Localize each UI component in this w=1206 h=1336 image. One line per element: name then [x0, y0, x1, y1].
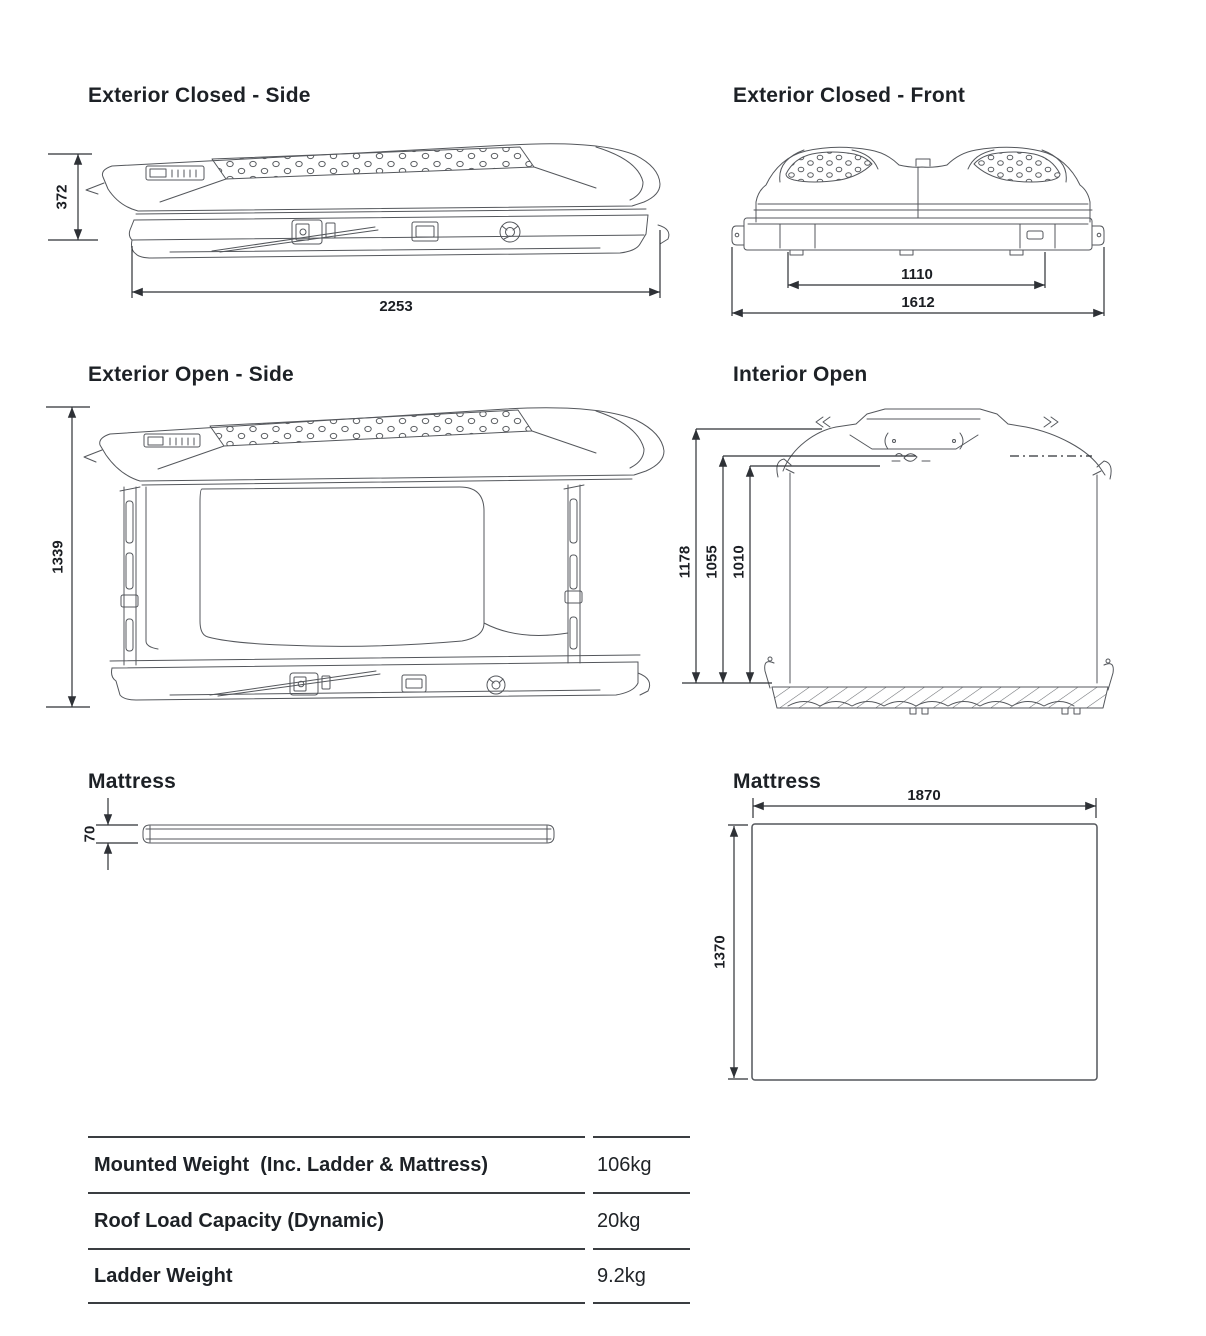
- dim-front-base-width: [788, 252, 1045, 288]
- title-mattress-side: Mattress: [88, 770, 176, 793]
- latch-1: [292, 220, 335, 244]
- tent-fabric-edge: [146, 487, 158, 649]
- chevron-right: [1044, 417, 1058, 427]
- vent-left: [786, 152, 872, 182]
- title-exterior-open-side: Exterior Open - Side: [88, 363, 294, 386]
- spec-label: Mounted Weight (Inc. Ladder & Mattress): [88, 1136, 585, 1192]
- title-exterior-closed-front: Exterior Closed - Front: [733, 84, 966, 107]
- table-row-roof-load: [88, 1192, 690, 1248]
- base-band: [744, 218, 1092, 250]
- dim-label-2253: 2253: [379, 298, 413, 315]
- vent-right: [974, 152, 1060, 182]
- spec-label: Roof Load Capacity (Dynamic): [88, 1192, 585, 1248]
- spec-value: 106kg: [593, 1136, 690, 1192]
- drawing-mattress-side: [40, 790, 600, 890]
- dim-label-1178: 1178: [676, 545, 694, 579]
- dim-label-1370: 1370: [711, 935, 729, 969]
- table-row-mounted-weight: [88, 1136, 690, 1192]
- closed-side-tent-art: [86, 144, 669, 258]
- dim-label-1055: 1055: [703, 545, 721, 579]
- rail-left: [120, 487, 140, 665]
- spec-value: 9.2kg: [593, 1248, 690, 1304]
- mattress-top-art: [752, 824, 1097, 1080]
- spec-value: 20kg: [593, 1192, 690, 1248]
- column-gap: [585, 1248, 593, 1304]
- dim-open-side-height: [46, 407, 90, 707]
- title-interior-open: Interior Open: [733, 363, 868, 386]
- column-gap: [585, 1192, 593, 1248]
- dim-closed-side-height: [48, 154, 98, 240]
- chevron-left: [816, 417, 830, 427]
- dim-mattress-width: [712, 825, 749, 1079]
- dim-label-1870: 1870: [907, 787, 941, 804]
- drawing-exterior-open-side: [40, 395, 680, 730]
- lock-knob: [500, 222, 520, 242]
- mount-tab-right: [1092, 226, 1104, 245]
- mattress-side-art: [143, 825, 554, 843]
- closed-front-tent-art: [732, 147, 1104, 255]
- dim-label-1010: 1010: [730, 545, 748, 579]
- dim-label-1612: 1612: [901, 294, 935, 311]
- base-handle: [1027, 231, 1043, 239]
- dim-interior-heights: [677, 429, 1093, 683]
- drawing-exterior-closed-front: [720, 130, 1140, 330]
- column-gap: [585, 1136, 593, 1192]
- hinge-pin: [86, 183, 104, 194]
- latch-2: [412, 222, 438, 241]
- tent-window-panel: [200, 487, 484, 646]
- interior-walls: [786, 469, 1101, 683]
- dim-label-1110: 1110: [901, 266, 933, 283]
- latch-2: [402, 675, 426, 692]
- drawing-interior-open: [670, 395, 1140, 730]
- drawing-mattress-top: [690, 770, 1140, 1100]
- table-row-ladder-weight: [88, 1248, 690, 1304]
- interior-open-art: [765, 409, 1114, 714]
- rail-right: [564, 485, 584, 663]
- dim-label-70: 70: [81, 825, 99, 843]
- drawing-exterior-closed-side: [40, 130, 680, 320]
- dim-mattress-thickness: [82, 798, 139, 870]
- dim-label-1339: 1339: [49, 540, 67, 574]
- mount-tab-left: [732, 226, 744, 245]
- open-side-tent-art: [84, 408, 664, 700]
- title-mattress-top: Mattress: [733, 770, 821, 793]
- spec-label: Ladder Weight: [88, 1248, 585, 1304]
- rear-hook: [638, 673, 650, 695]
- brand-badge: [146, 166, 204, 180]
- center-detail: [892, 454, 930, 462]
- title-exterior-closed-side: Exterior Closed - Side: [88, 84, 311, 107]
- perforated-strip: [210, 410, 532, 446]
- dim-mattress-length: [753, 787, 1096, 818]
- dim-label-372: 372: [53, 184, 71, 210]
- dim-closed-side-length: [132, 230, 660, 315]
- mattress-outline: [752, 824, 1097, 1080]
- spec-table: [88, 1136, 690, 1304]
